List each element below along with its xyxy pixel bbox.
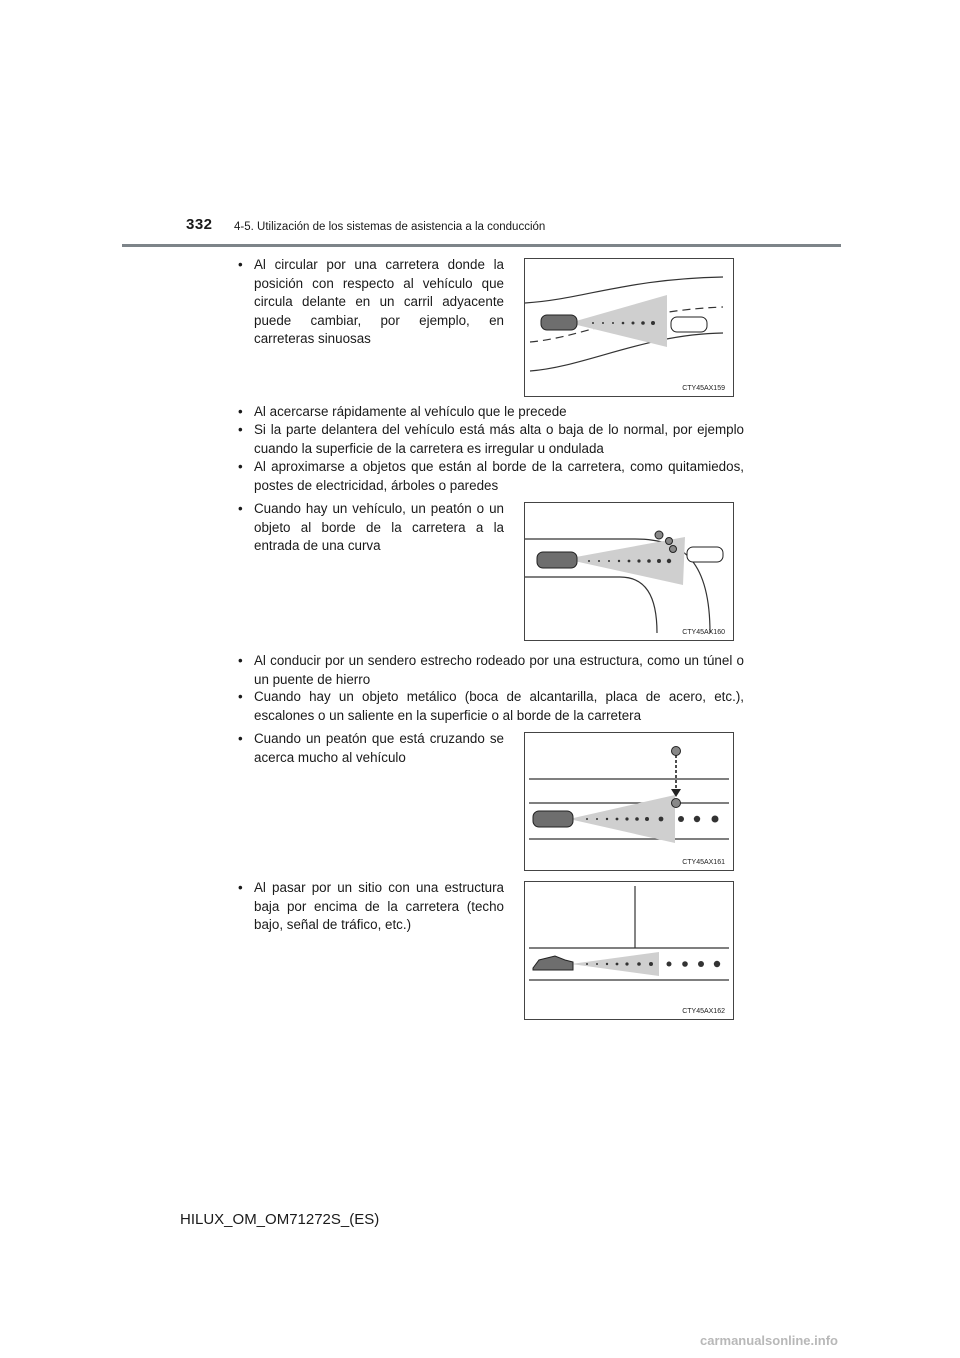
bullet-text: Cuando hay un vehículo, un peatón o un objeto al borde de la carretera a la entrada de una curva	[254, 501, 504, 553]
bullet-approach-fast	[238, 403, 744, 422]
low-structure-illustration	[525, 882, 733, 1019]
figure-curvy-road	[524, 258, 734, 397]
bullet-roadside-objects	[238, 458, 744, 495]
bullet-dot: •	[238, 689, 243, 704]
bullet-dot: •	[238, 880, 243, 895]
section-title: 4-5. Utilización de los sistemas de asistencia a la conducción	[234, 221, 546, 233]
bullet-dot: •	[238, 422, 243, 437]
pedestrian-start	[672, 747, 681, 756]
bullet-metal-objects	[238, 688, 744, 725]
figure-code: CTY45AX161	[682, 859, 725, 866]
radar-beam	[569, 295, 667, 347]
radar-beam	[571, 952, 659, 976]
bullet-text: Al acercarse rápidamente al vehículo que le precede	[254, 404, 567, 419]
bullet-dot: •	[238, 653, 243, 668]
bullet-curve-entrance	[238, 500, 504, 556]
pedestrian-end	[672, 799, 681, 808]
page-number: 332	[186, 216, 213, 233]
bullet-dot: •	[238, 731, 243, 746]
bullet-narrow-path	[238, 652, 744, 689]
bullet-vehicle-pitch	[238, 421, 744, 458]
figure-curve-entrance	[524, 502, 734, 641]
bullet-dot: •	[238, 501, 243, 516]
bullet-dot: •	[238, 459, 243, 474]
curvy-road-illustration	[525, 259, 733, 396]
bullet-text: Al aproximarse a objetos que están al borde de la carretera, como quitamiedos, postes de electricidad, árboles o paredes	[254, 459, 744, 493]
bullet-dot: •	[238, 257, 243, 272]
bullet-text: Al pasar por un sitio con una estructura baja por encima de la carretera (techo bajo, señal de tráfico, etc.)	[254, 880, 504, 932]
header-rule	[122, 244, 841, 247]
bullet-crossing-pedestrian	[238, 730, 504, 767]
crossing-pedestrian-illustration	[525, 733, 733, 870]
bullet-text: Al conducir por un sendero estrecho rodeado por una estructura, como un túnel o un puente de hierro	[254, 653, 744, 687]
figure-code: CTY45AX160	[682, 629, 725, 636]
own-car-side	[533, 956, 573, 970]
figure-code: CTY45AX159	[682, 385, 725, 392]
figure-low-structure	[524, 881, 734, 1020]
bullet-text: Si la parte delantera del vehículo está más alta o baja de lo normal, por ejemplo cuando la superficie de la carretera es irregular u ondulada	[254, 422, 744, 456]
own-car	[537, 552, 577, 568]
figure-code: CTY45AX162	[682, 1008, 725, 1015]
bullet-text: Cuando un peatón que está cruzando se acerca mucho al vehículo	[254, 731, 504, 765]
own-car	[533, 811, 573, 827]
bullet-curvy-roads	[238, 256, 504, 349]
oncoming-car	[687, 547, 723, 562]
figure-crossing-pedestrian	[524, 732, 734, 871]
bullet-text: Al circular por una carretera donde la posición con respecto al vehículo que circula delante en un carril adyacente puede cambiar, por ejemplo, en carreteras sinuosas	[254, 257, 504, 346]
bullet-dot: •	[238, 404, 243, 419]
bullet-low-structure	[238, 879, 504, 935]
curve-entrance-illustration	[525, 503, 733, 640]
bullet-text: Cuando hay un objeto metálico (boca de alcantarilla, placa de acero, etc.), escalones o un saliente en la superficie o al borde de la carretera	[254, 689, 744, 723]
document-code: HILUX_OM_OM71272S_(ES)	[180, 1211, 380, 1228]
own-car	[541, 315, 577, 330]
watermark: carmanualsonline.info	[700, 1333, 838, 1348]
preceding-car	[671, 317, 707, 332]
